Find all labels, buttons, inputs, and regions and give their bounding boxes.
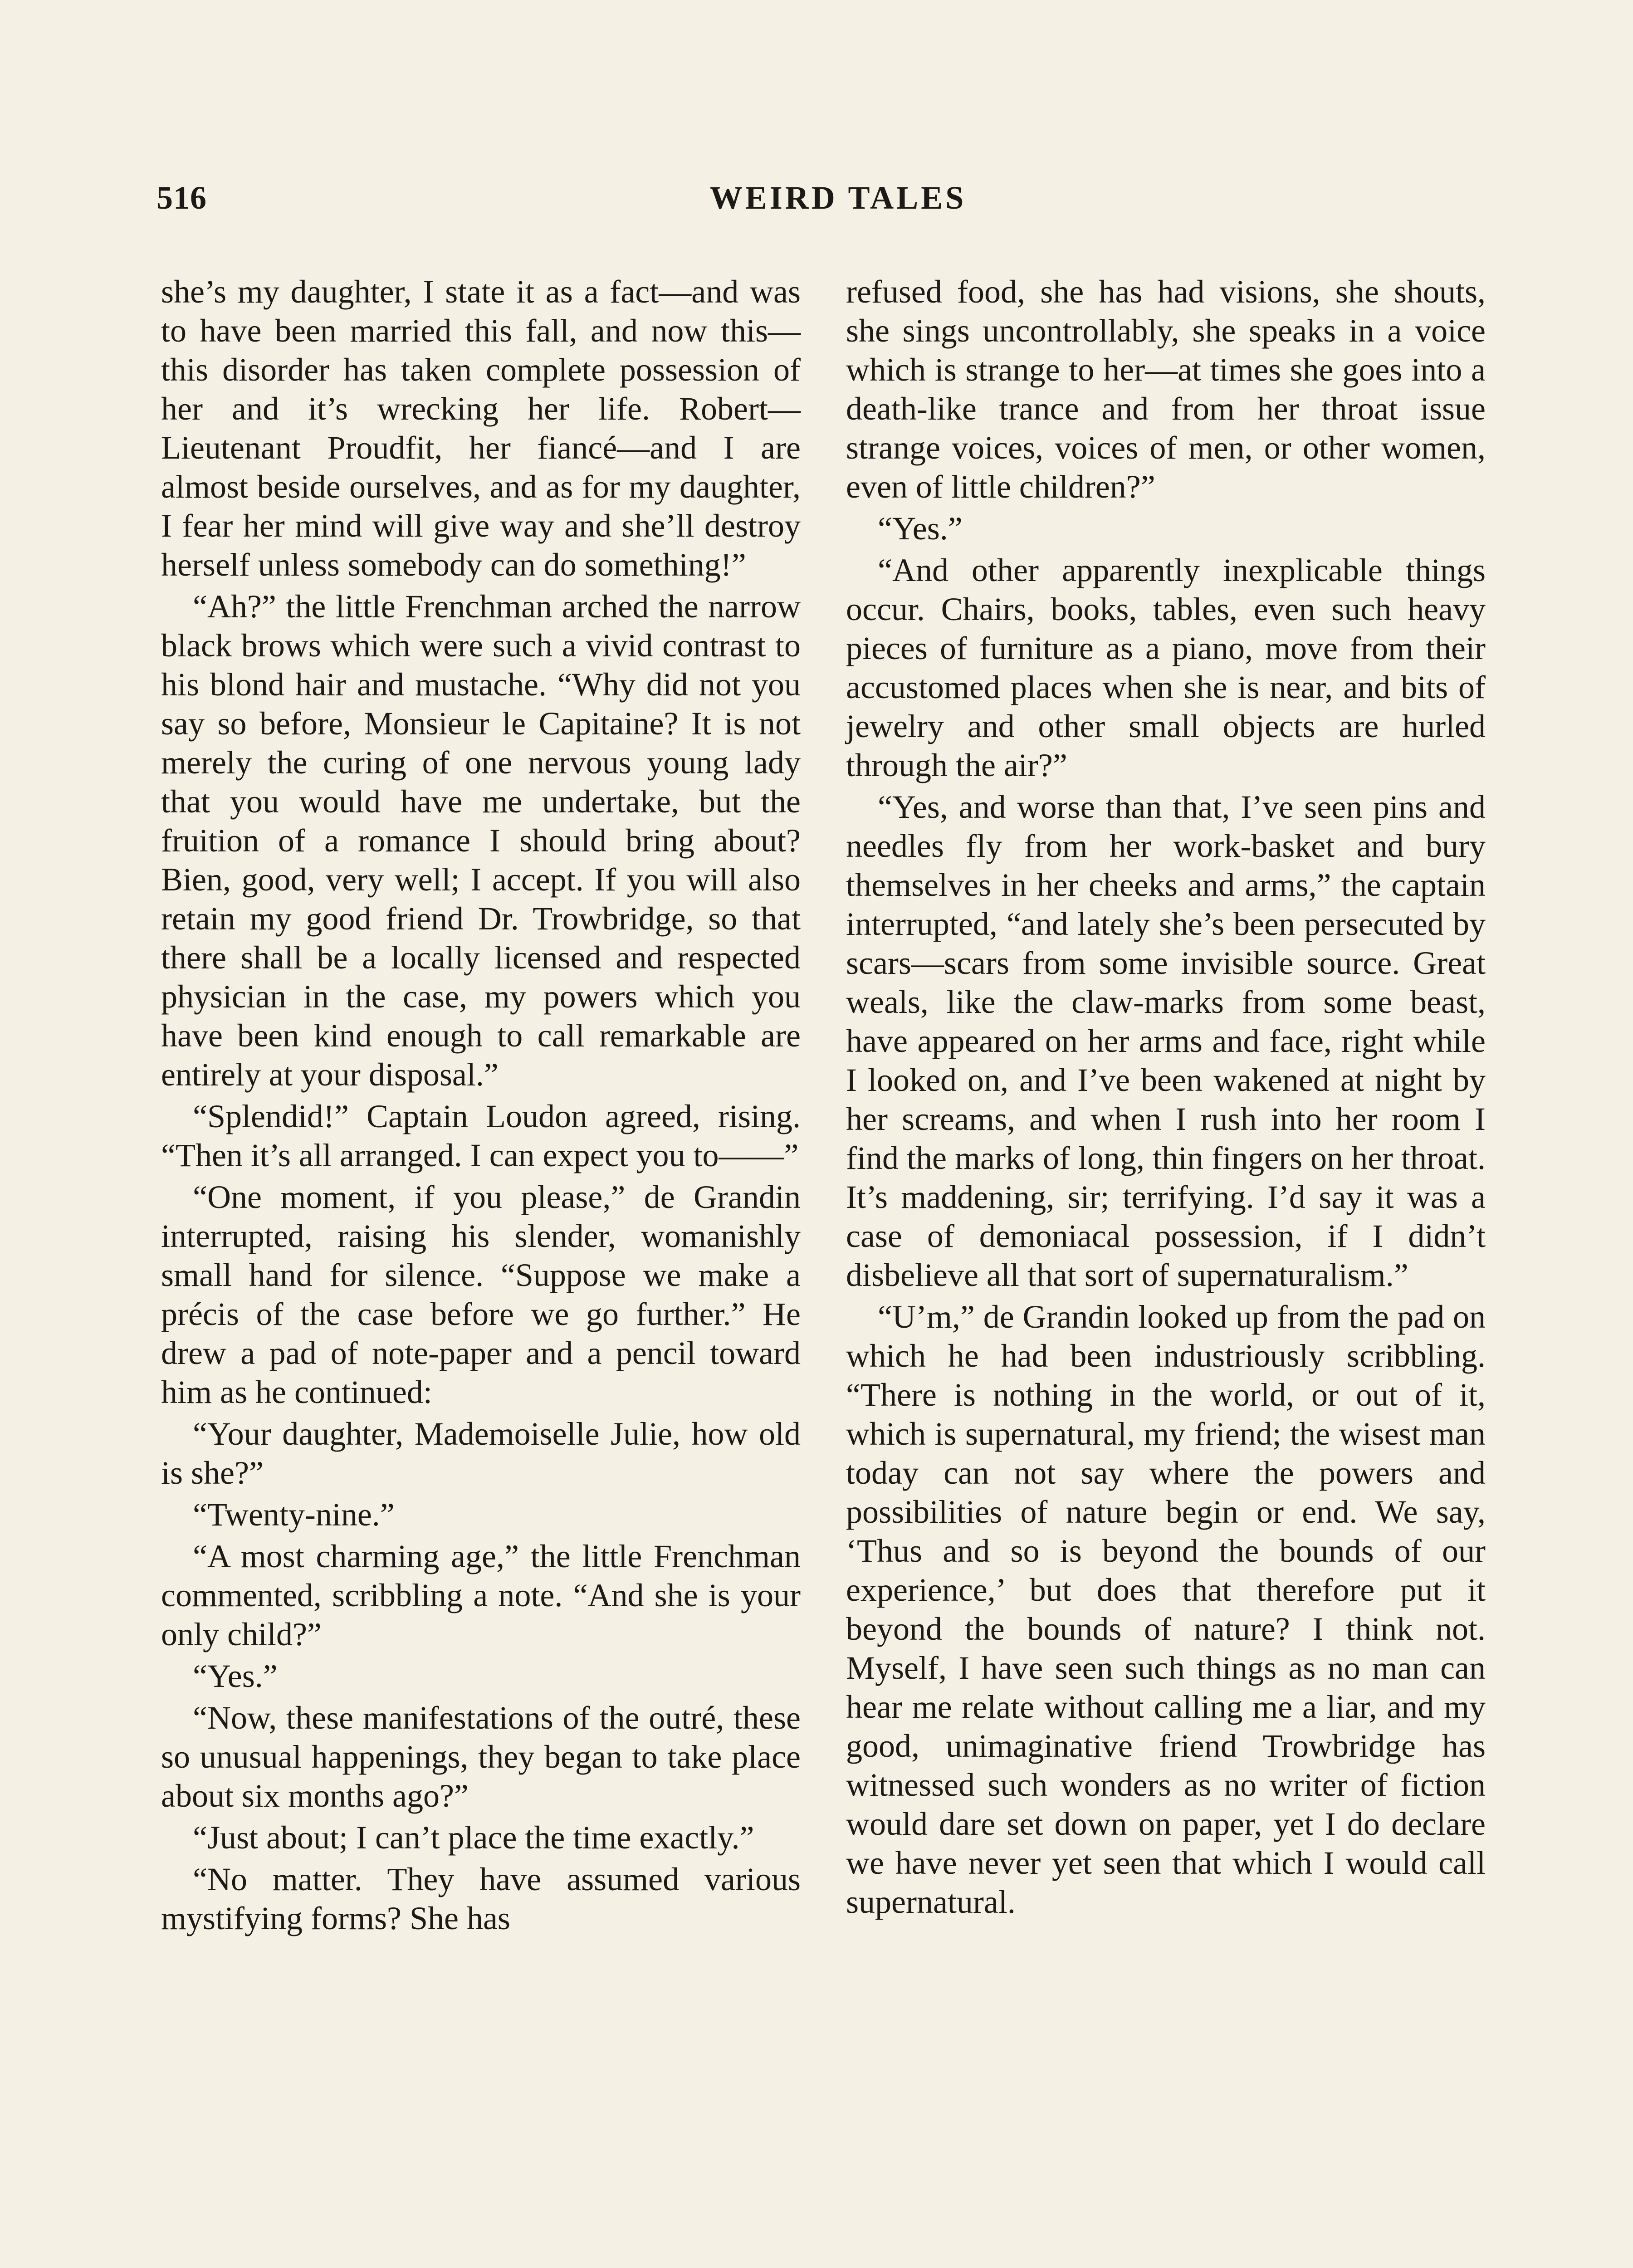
page-number: 516 (156, 180, 207, 216)
paragraph: “Just about; I can’t place the time exactly.” (193, 1819, 754, 1856)
page-header (156, 179, 1520, 229)
paragraph: “Ah?” the little Frenchman arched the narrow black brows which were such a vivid contrast to his blond hair and mustache. “Why did not you say so before, Monsieur le Capitaine? It is not merely the curing of one nervous young lady that you would have me undertake, but the fruition of a romance I should bring about? Bien, good, very well; I accept. If you will also retain my good friend Dr. Trowbridge, so that there shall be a locally licensed and respected physician in the case, my powers which you have been kind enough to call remarkable are entirely at your disposal.” (161, 588, 801, 1093)
paragraph: “Now, these manifestations of the outré, these so unusual happenings, they began to take place about six months ago?” (161, 1700, 801, 1814)
paragraph: “Yes, and worse than that, I’ve seen pins and needles fly from her work-basket and bury themselves in her cheeks and arms,” the captain interrupted, “and lately she’s been persecuted by scars—scars from some invisible source. Great weals, like the claw-marks from some beast, have appeared on her arms and face, right while I looked on, and I’ve been wakened at night by her screams, and when I rush into her room I find the marks of long, thin fingers on her throat. It’s maddening, sir; terrifying. I’d say it was a case of demoniacal possession, if I didn’t disbelieve all that sort of supernaturalism.” (846, 789, 1486, 1293)
paragraph: “A most charming age,” the little Frenchman commented, scribbling a note. “And she is your only child?” (161, 1538, 801, 1652)
paragraph: “No matter. They have assumed various mystifying forms? She has (161, 1861, 801, 1936)
paragraph: “Yes.” (878, 510, 963, 547)
paragraph: refused food, she has had visions, she shouts, she sings uncontrollably, she speaks in a voice which is strange to her—at times she goes into a death-like trance and from her throat issue strange voices, voices of men, or other women, even of little children?” (846, 274, 1486, 505)
paragraph: “Your daughter, Mademoiselle Julie, how old is she?” (161, 1416, 801, 1491)
paragraph: she’s my daughter, I state it as a fact—and was to have been married this fall, and now this—this disorder has taken complete possession of her and it’s wrecking her life. Robert—Lieutenant Proudfit, her fiancé—and I are almost beside ourselves, and as for my daughter, I fear her mind will give way and she’ll destroy herself unless somebody can do something!” (161, 274, 801, 583)
paragraph: “Yes.” (193, 1658, 278, 1694)
paragraph: “Splendid!” Captain Loudon agreed, rising. “Then it’s all arranged. I can expect you to——” (161, 1098, 801, 1173)
paragraph: “U’m,” de Grandin looked up from the pad on which he had been industriously scribbling. “There is nothing in the world, or out of it, which is supernatural, my friend; the wisest man today can not say where the powers and possibilities of nature begin or end. We say, ‘Thus and so is beyond the bounds of our experience,’ but does that therefore put it beyond the bounds of nature? I think not. Myself, I have seen such things as no man can hear me relate without calling me a liar, and my good, unimaginative friend Trowbridge has witnessed such wonders as no writer of fiction would dare set down on paper, yet I do declare we have never yet seen that which I would call supernatural. (846, 1299, 1486, 1920)
paragraph: “And other apparently inexplicable things occur. Chairs, books, tables, even such heavy pieces of furniture as a piano, move from their accustomed places when she is near, and bits of jewelry and other small objects are hurled through the air?” (846, 552, 1486, 783)
running-head: WEIRD TALES (709, 180, 967, 216)
right-column (846, 272, 1486, 1924)
paragraph: “Twenty-nine.” (193, 1496, 395, 1533)
left-column (161, 272, 801, 1941)
paragraph: “One moment, if you please,” de Grandin interrupted, raising his slender, womanishly small hand for silence. “Suppose we make a précis of the case before we go further.” He drew a pad of note-paper and a pencil toward him as he continued: (161, 1179, 801, 1410)
